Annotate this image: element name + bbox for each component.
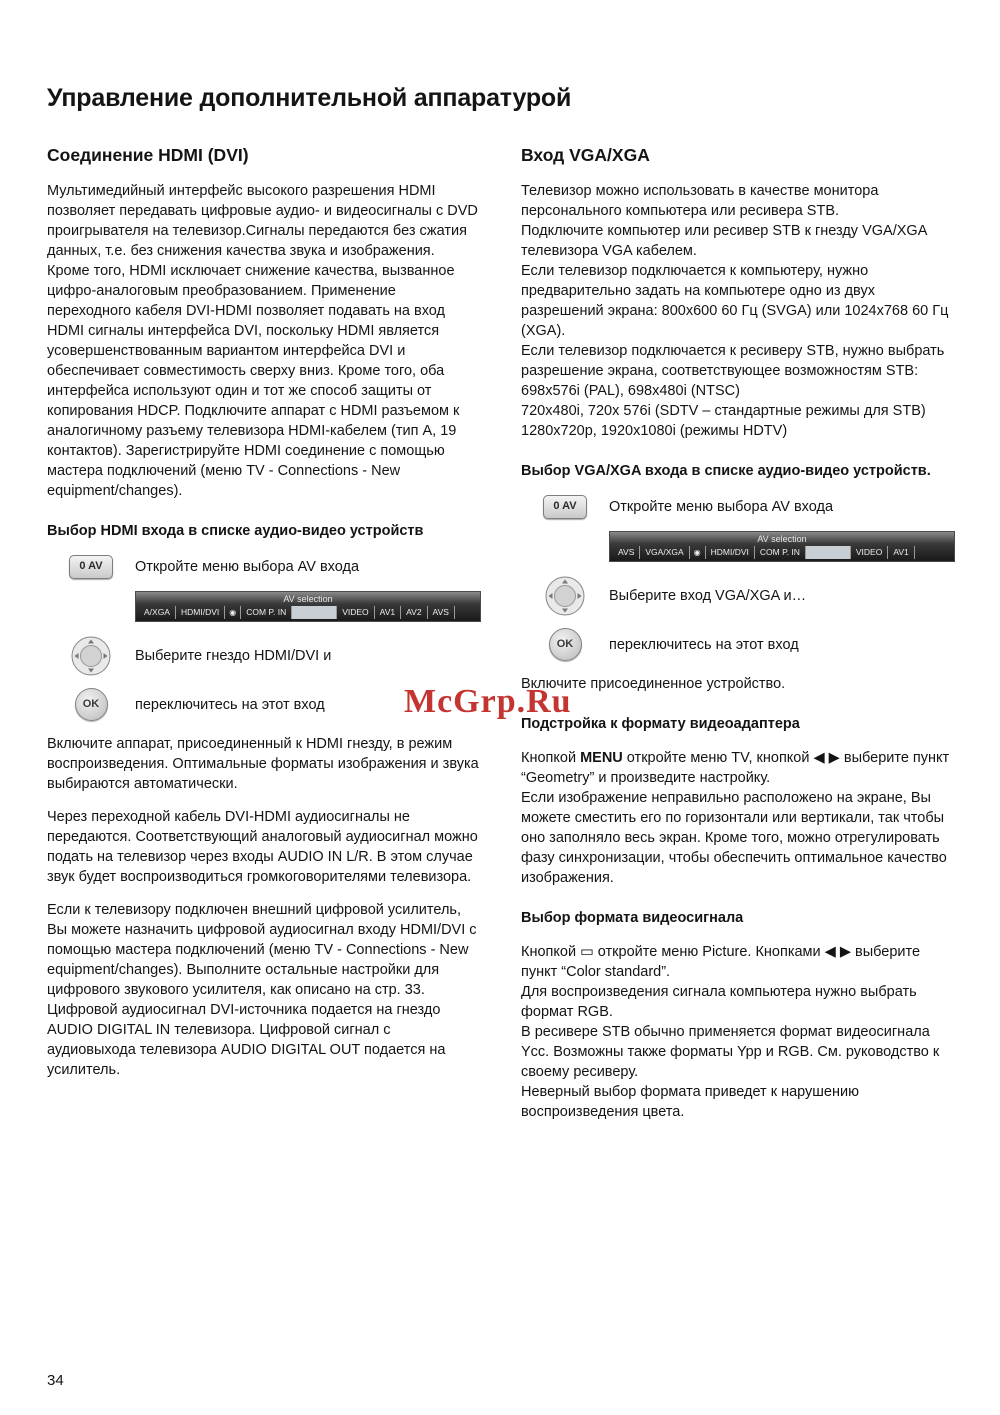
vga-sub-heading: Выбор VGA/XGA входа в списке аудио-видео устройств.	[521, 463, 931, 480]
av-key-icon: 0 AV	[543, 495, 586, 519]
av-bar-item: AV1	[888, 546, 914, 559]
vga-intro-line: Если телевизор подключается к компьютеру, нужно предварительно задать на компьютере одно из двух разрешений экрана: 800x600 60 Гц (SVGA) или 1024x768 60 Гц (XGA).	[521, 263, 949, 340]
av-bar-item: HDMI/DVI	[176, 606, 225, 619]
nav-ring-icon	[545, 576, 585, 616]
av-bar-item: AVS	[613, 546, 640, 559]
vga-intro-line: 1280x720p, 1920x1080i (режимы HDTV)	[521, 423, 788, 440]
ok-button-icon: OK	[549, 628, 582, 661]
color-format-paragraph: В ресивере STB обычно применяется формат видеосигнала Ycc. Возможны также форматы Ypp и RGB. См. руководство к своему ресиверу.	[521, 1024, 940, 1081]
step-switch-input	[521, 628, 955, 661]
hdmi-heading: Соединение HDMI (DVI)	[47, 145, 249, 165]
watermark: McGrp.Ru	[404, 683, 572, 720]
av-bar-item: AV2	[401, 606, 427, 619]
av-bar-item: COM P. IN	[241, 606, 292, 619]
av-bar-icon: ◉	[690, 546, 706, 559]
vga-after-step-text: Включите присоединенное устройство.	[521, 676, 786, 693]
av-bar-items	[613, 546, 951, 559]
av-selection-bar-hdmi	[135, 591, 481, 622]
menu-key-label: MENU	[580, 750, 623, 767]
step-select-hdmi-text: Выберите гнездо HDMI/DVI и	[135, 648, 332, 665]
geometry-paragraph: Если изображение неправильно расположено на экране, Вы можете сместить его по горизонтали или вертикали, так чтобы оно заполняло весь экран. Кроме того, можно отрегулировать фазу синхронизации, чтобы обеспечить оптимальное качество изображения.	[521, 790, 947, 887]
av-bar-icon: ◉	[225, 606, 241, 619]
section-vga	[521, 143, 955, 1122]
page-number: 34	[47, 1372, 64, 1389]
geometry-p1-rest: откройте меню TV, кнопкой ◀ ▶ выберите пункт “Geometry” и произведите настройку.	[521, 750, 950, 787]
av-bar-item: VIDEO	[337, 606, 374, 619]
hdmi-intro-text: Мультимедийный интерфейс высокого разрешения HDMI позволяет передавать цифровые аудио- и видеосигналы с DVD проигрывателя на телевизор.Сигналы передаются без сжатия данных, т.е. без снижения качества звука и изображения. Кроме того, HDMI исключает снижение качества, вызванное цифро-аналоговым преобразованием. Применение переходного кабеля DVI-HDMI позволяет подавать на вход HDMI сигналы интерфейса DVI, поскольку HDMI является усовершенствованным вариантом интерфейса DVI и обеспечивает совместимость сверху вниз. Кроме того, оба интерфейса используют один и тот же способ защиты от копирования HDCP. Подключите аппарат с HDMI разъемом к аналогичному разъему телевизора HDMI-кабелем (тип A, 19 контактов). Зарегистрируйте HDMI соединение с помощью мастера подключений (меню TV - Connections - New equipment/changes).	[47, 183, 478, 500]
vga-intro-line: Подключите компьютер или ресивер STB к гнезду VGA/XGA телевизора VGA кабелем.	[521, 223, 927, 260]
step-open-av-menu	[47, 555, 481, 579]
step-switch-input-text: переключитесь на этот вход	[609, 636, 799, 653]
vga-intro-line: 698x576i (PAL), 698x480i (NTSC)	[521, 383, 740, 400]
step-open-av-menu-text: Откройте меню выбора AV входа	[135, 559, 360, 576]
step-icon-cell	[521, 495, 609, 519]
vga-intro-line: Если телевизор подключается к ресиверу STB, нужно выбрать разрешение экрана, соответствующее возможностям STB:	[521, 343, 945, 380]
geometry-p1-prefix: Кнопкой	[521, 750, 581, 767]
nav-ring-icon	[71, 636, 111, 676]
step-icon-cell	[47, 636, 135, 676]
av-bar-highlight	[292, 606, 337, 619]
color-format-paragraph: Неверный выбор формата приведет к нарушению воспроизведения цвета.	[521, 1084, 859, 1121]
color-format-heading: Выбор формата видеосигнала	[521, 910, 744, 927]
hdmi-sub-heading: Выбор HDMI входа в списке аудио-видео устройств	[47, 523, 424, 540]
section-hdmi	[47, 143, 481, 1122]
av-bar-highlight	[806, 546, 851, 559]
av-bar-item: AV1	[375, 606, 401, 619]
step-switch-input-text: переключитесь на этот вход	[135, 696, 325, 713]
step-open-av-menu-text: Откройте меню выбора AV входа	[609, 499, 834, 516]
av-bar-item: VGA/XGA	[640, 546, 689, 559]
color-format-paragraph: Для воспроизведения сигнала компьютера нужно выбрать формат RGB.	[521, 984, 917, 1021]
av-selection-bar-vga	[609, 531, 955, 562]
av-key-icon: 0 AV	[69, 555, 112, 579]
hdmi-paragraph: Если к телевизору подключен внешний цифровой усилитель, Вы можете назначить цифровой аудиосигнал входу HDMI/DVI с помощью мастера подключений (меню TV - Connections - New equipment/changes). Выполните остальные настройки для цифрового звукового усилителя, как описано на стр. 33. Цифровой аудиосигнал DVI-источника подается на гнездо AUDIO DIGITAL IN телевизора. Цифровой сигнал с аудиовыхода телевизора AUDIO DIGITAL OUT подается на усилитель.	[47, 902, 477, 1079]
vga-heading: Вход VGA/XGA	[521, 145, 650, 165]
vga-intro-line: Телевизор можно использовать в качестве монитора персонального компьютера или ресивера STB.	[521, 183, 879, 220]
av-bar-item: COM P. IN	[755, 546, 806, 559]
vga-intro-line: 720x480i, 720x 576i (SDTV – стандартные режимы для STB)	[521, 403, 926, 420]
av-bar-item: VIDEO	[851, 546, 888, 559]
color-format-paragraph: Кнопкой ▭ откройте меню Picture. Кнопками ◀ ▶ выберите пункт “Color standard”.	[521, 944, 921, 981]
step-icon-cell	[47, 688, 135, 721]
columns	[47, 143, 955, 1122]
av-bar-items	[139, 606, 477, 619]
step-select-vga	[521, 576, 955, 616]
step-icon-cell	[47, 555, 135, 579]
step-icon-cell	[521, 576, 609, 616]
av-bar-item: A/XGA	[139, 606, 176, 619]
geometry-paragraph	[521, 748, 955, 788]
av-bar-item: HDMI/DVI	[706, 546, 755, 559]
step-open-av-menu	[521, 495, 955, 519]
hdmi-paragraph: Включите аппарат, присоединенный к HDMI гнезду, в режим воспроизведения. Оптимальные форматы изображения и звука выбираются автоматически.	[47, 736, 479, 793]
av-bar-title: AV selection	[283, 594, 333, 605]
av-bar-item: AVS	[428, 606, 455, 619]
ok-button-icon: OK	[75, 688, 108, 721]
step-icon-cell	[521, 628, 609, 661]
page-title: Управление дополнительной аппаратурой	[47, 84, 572, 112]
geometry-heading: Подстройка к формату видеоадаптера	[521, 716, 800, 733]
manual-page	[47, 84, 955, 1122]
hdmi-paragraph: Через переходной кабель DVI-HDMI аудиосигналы не передаются. Соответствующий аналоговый аудиосигнал можно подать на телевизор через входы AUDIO IN L/R. В этом случае звук будет воспроизводиться громкоговорителями телевизора.	[47, 809, 478, 886]
av-bar-title: AV selection	[757, 534, 807, 545]
step-select-hdmi	[47, 636, 481, 676]
step-select-vga-text: Выберите вход VGA/XGA и…	[609, 588, 807, 605]
